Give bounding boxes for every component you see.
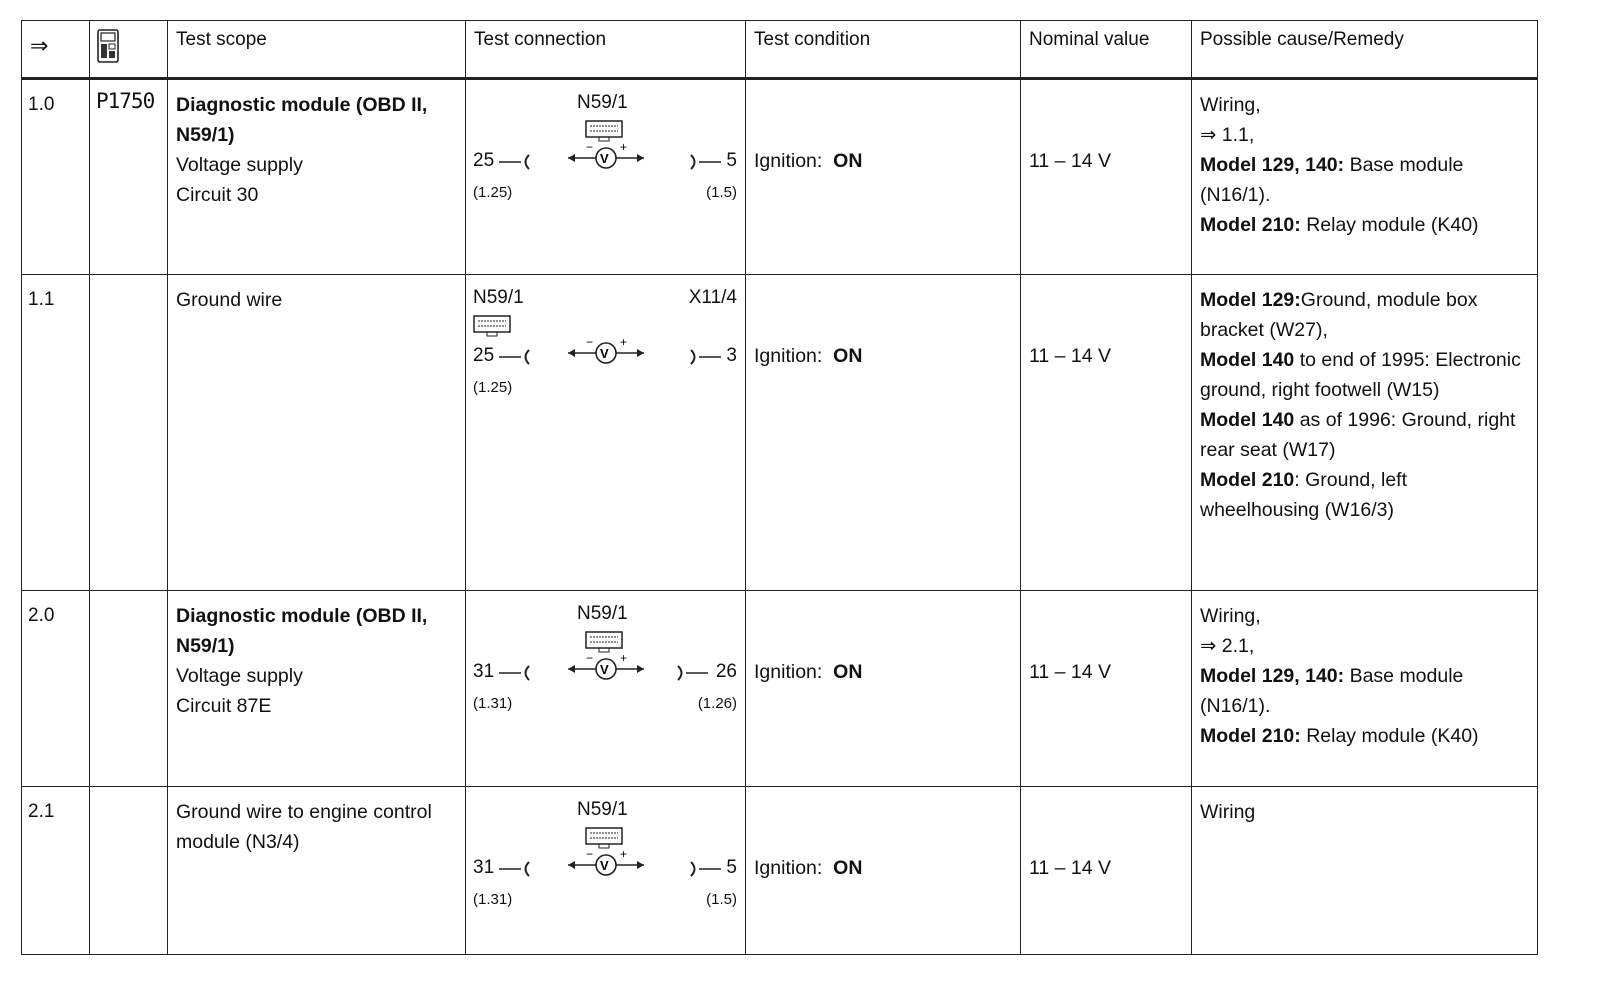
test-condition: Ignition: ON bbox=[746, 787, 1021, 955]
fault-code bbox=[90, 787, 167, 796]
header-test-connection: Test connection bbox=[466, 21, 746, 79]
probe-left-icon bbox=[499, 347, 539, 367]
header-test-condition: Test condition bbox=[746, 21, 1021, 79]
probe-right-icon bbox=[687, 152, 727, 172]
svg-text:V: V bbox=[600, 662, 609, 677]
test-condition: Ignition: ON bbox=[746, 275, 1021, 591]
table-row bbox=[22, 787, 1538, 955]
header-possible-cause: Possible cause/Remedy bbox=[1192, 21, 1538, 79]
step-number: 2.0 bbox=[28, 605, 55, 626]
step-number: 1.0 bbox=[28, 94, 55, 115]
probe-left-icon bbox=[499, 152, 539, 172]
test-scope: Diagnostic module (OBD II, N59/1) Voltage supply Circuit 87E bbox=[176, 605, 428, 717]
nominal-value: 11 – 14 V bbox=[1021, 275, 1192, 591]
fault-code bbox=[90, 591, 167, 600]
voltmeter-icon bbox=[566, 653, 646, 685]
test-connection: N59/1 X11/4 25 V − + 3 (1.25) bbox=[466, 275, 746, 591]
test-scope: Ground wire to engine control module (N3/4) bbox=[176, 801, 432, 853]
probe-left-icon bbox=[499, 859, 539, 879]
probe-right-icon bbox=[687, 859, 727, 879]
scanner-icon bbox=[97, 29, 119, 63]
svg-text:V: V bbox=[600, 858, 609, 873]
header-arrow: ⇒ bbox=[22, 21, 90, 79]
possible-cause: Wiring, ⇒ 1.1, Model 129, 140: Base module (N16/1). Model 210: Relay module (K40) bbox=[1200, 94, 1479, 236]
table-header-row bbox=[22, 21, 1538, 79]
svg-text:−: − bbox=[586, 335, 594, 349]
nominal-value: 11 – 14 V bbox=[1021, 79, 1192, 275]
fault-code bbox=[90, 275, 167, 284]
voltmeter-icon bbox=[566, 849, 646, 881]
fault-code: P1750 bbox=[96, 89, 155, 113]
svg-text:−: − bbox=[586, 847, 594, 861]
connector-icon bbox=[585, 120, 623, 142]
svg-text:V: V bbox=[600, 346, 609, 361]
possible-cause: Model 129:Ground, module box bracket (W27), Model 140 to end of 1995: Electronic ground, right footwell (W15) Model 140 as of 1996: Ground, right rear seat (W17) Model 210: Ground, left wheelhousing (W16/3) bbox=[1200, 289, 1521, 521]
test-condition: Ignition: ON bbox=[746, 79, 1021, 275]
voltmeter-icon bbox=[566, 142, 646, 174]
test-condition: Ignition: ON bbox=[746, 591, 1021, 787]
svg-text:V: V bbox=[600, 151, 609, 166]
diagnostic-test-table bbox=[21, 20, 1538, 955]
svg-text:+: + bbox=[620, 847, 628, 861]
probe-right-icon bbox=[687, 347, 727, 367]
voltmeter-icon bbox=[566, 337, 646, 369]
nominal-value: 11 – 14 V bbox=[1021, 787, 1192, 955]
table-row bbox=[22, 591, 1538, 787]
probe-right-icon bbox=[674, 663, 714, 683]
header-scanner bbox=[90, 21, 168, 79]
svg-text:+: + bbox=[620, 335, 628, 349]
connector-icon bbox=[473, 315, 511, 337]
svg-text:+: + bbox=[620, 140, 628, 154]
header-test-scope: Test scope bbox=[168, 21, 466, 79]
probe-left-icon bbox=[499, 663, 539, 683]
test-connection: N59/1 31 V − + 26 (1.31) (1.26) bbox=[466, 591, 746, 787]
connector-icon bbox=[585, 827, 623, 849]
connector-icon bbox=[585, 631, 623, 653]
table-row bbox=[22, 79, 1538, 275]
svg-text:−: − bbox=[586, 140, 594, 154]
svg-text:−: − bbox=[586, 651, 594, 665]
table-row bbox=[22, 275, 1538, 591]
step-number: 1.1 bbox=[28, 289, 55, 310]
possible-cause: Wiring bbox=[1200, 801, 1256, 823]
test-scope: Diagnostic module (OBD II, N59/1) Voltage supply Circuit 30 bbox=[176, 94, 428, 206]
nominal-value: 11 – 14 V bbox=[1021, 591, 1192, 787]
test-scope: Ground wire bbox=[176, 289, 283, 311]
test-connection: N59/1 31 V − + 5 (1.31) (1.5) bbox=[466, 787, 746, 955]
header-nominal-value: Nominal value bbox=[1021, 21, 1192, 79]
svg-text:+: + bbox=[620, 651, 628, 665]
possible-cause: Wiring, ⇒ 2.1, Model 129, 140: Base module (N16/1). Model 210: Relay module (K40) bbox=[1200, 605, 1479, 747]
test-connection: N59/1 25 V − + 5 (1.25) (1.5) bbox=[466, 79, 746, 275]
step-number: 2.1 bbox=[28, 801, 55, 822]
